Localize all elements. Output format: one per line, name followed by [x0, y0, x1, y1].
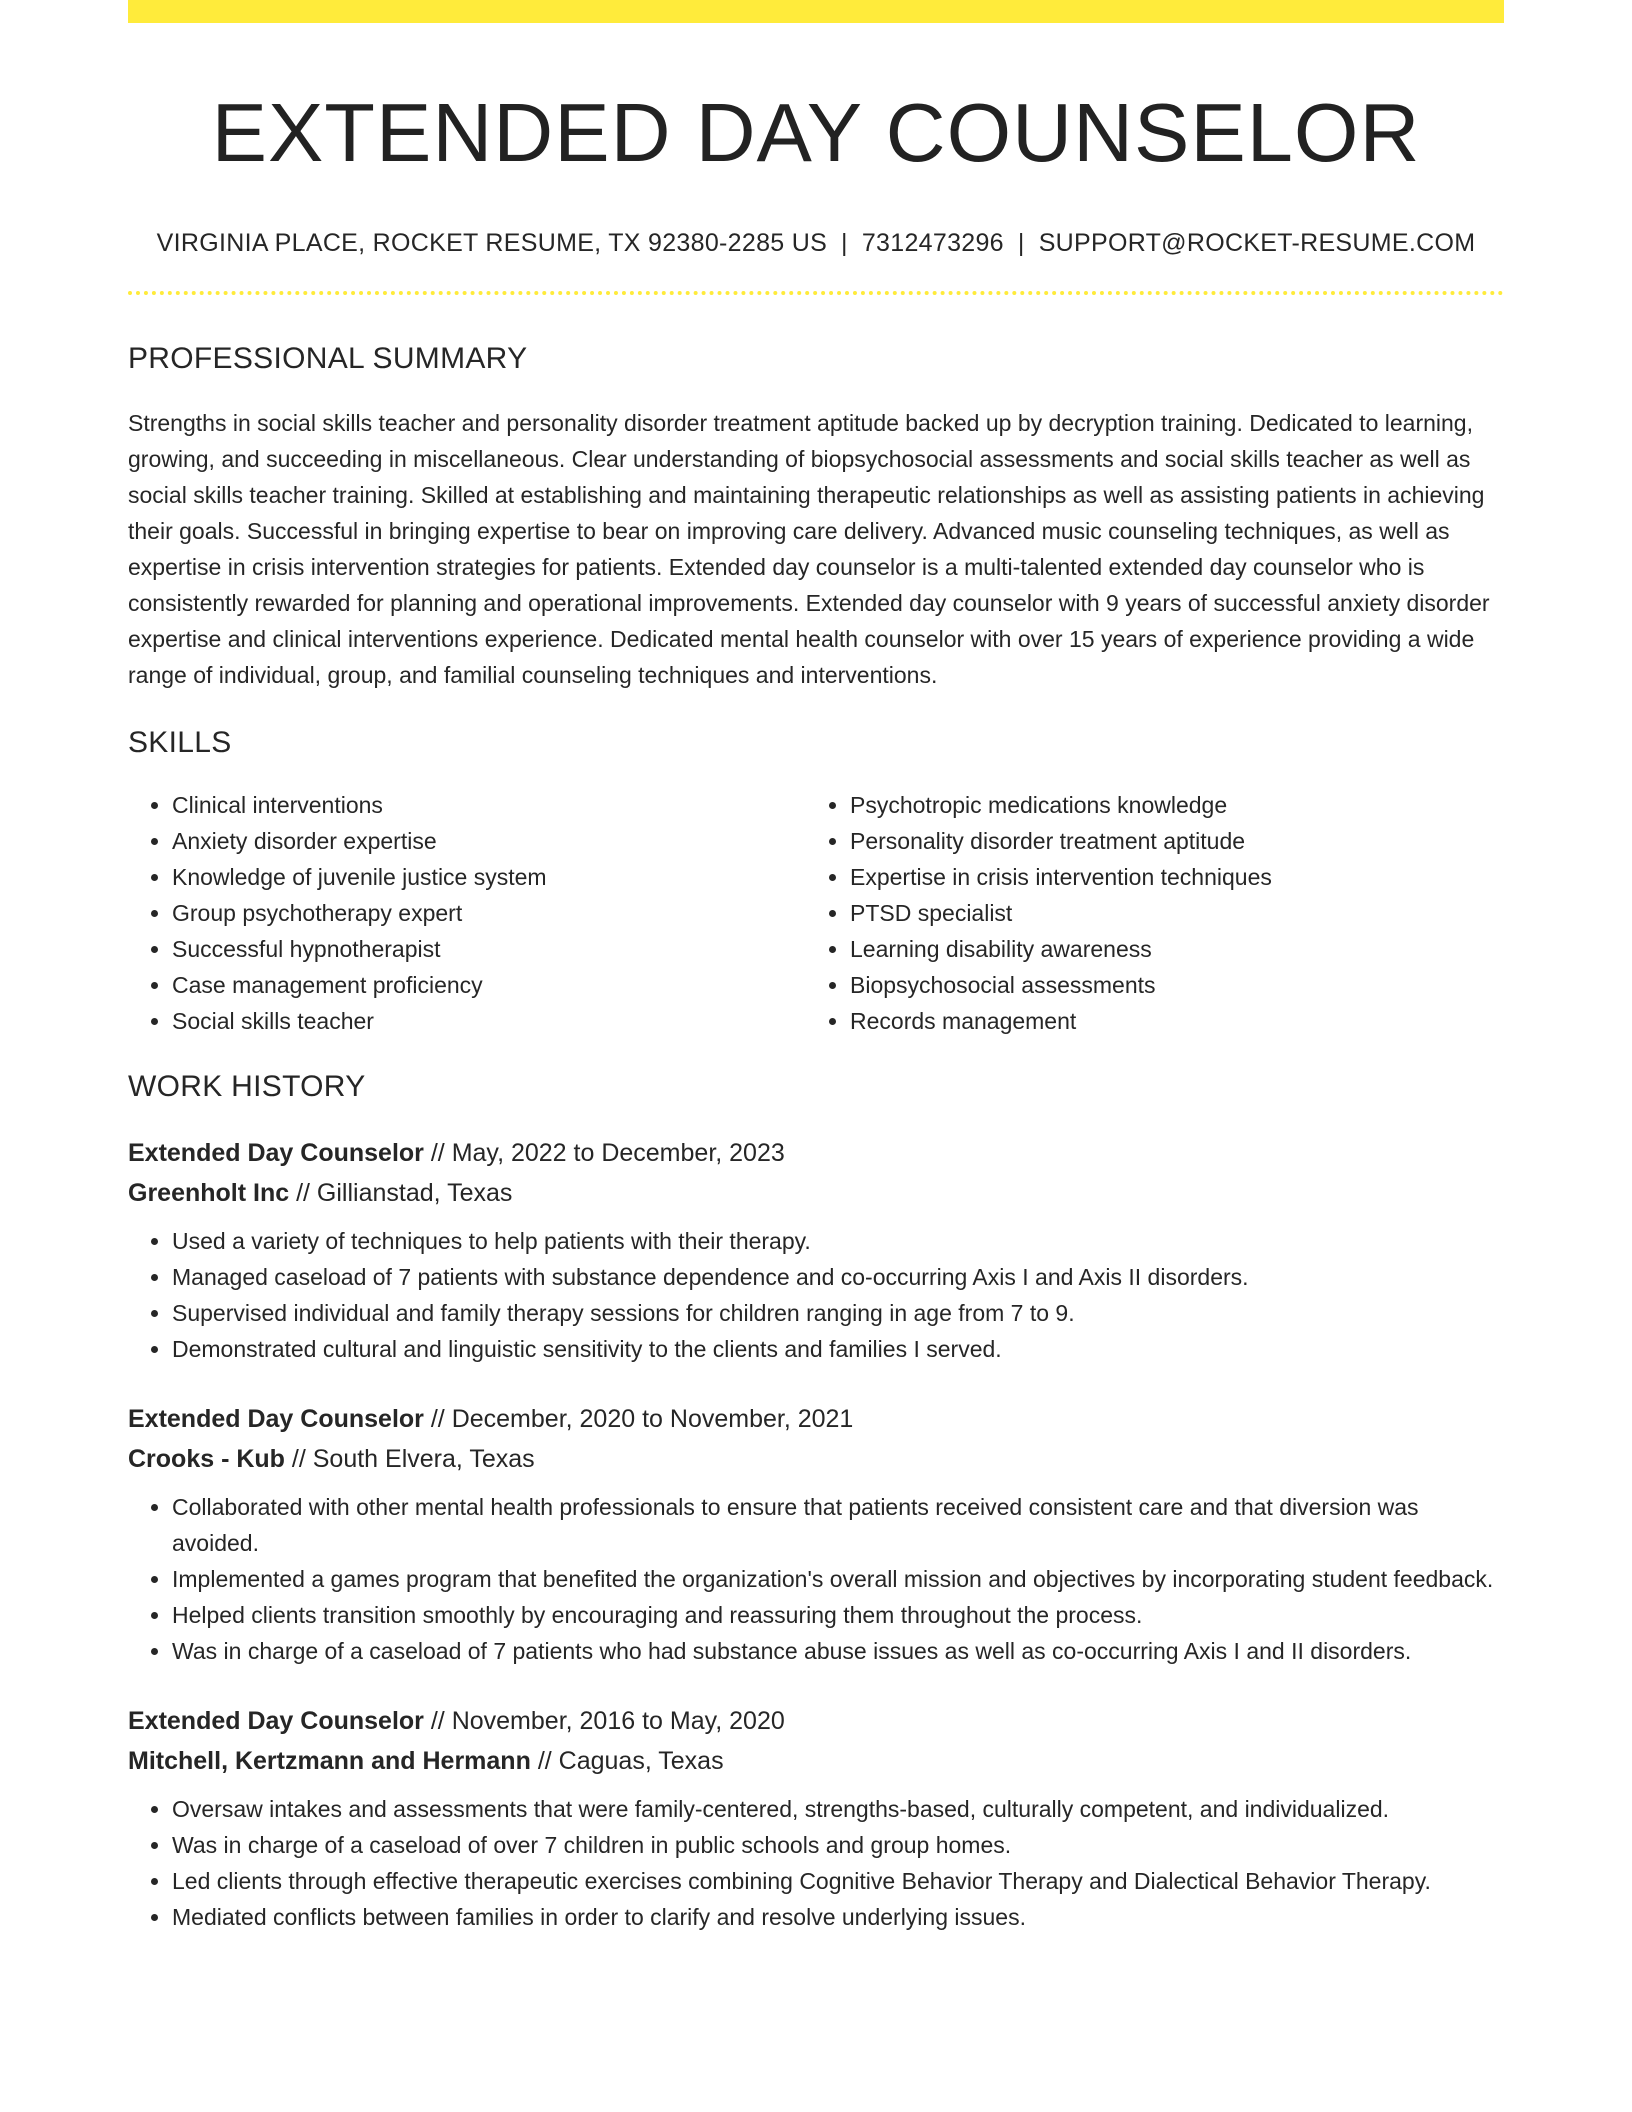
job-bullet: • Mediated conflicts between families in order to clarify and resolve underlying issues. — [172, 1899, 1504, 1935]
job-title: Extended Day Counselor — [128, 1138, 424, 1167]
job-location: // South Elvera, Texas — [291, 1444, 535, 1473]
contact-address: VIRGINIA PLACE, ROCKET RESUME, TX 92380-2285 US — [156, 228, 828, 257]
resume-page — [128, 0, 1504, 1935]
skills-heading: SKILLS — [128, 725, 232, 759]
job-entry — [128, 1701, 1504, 1935]
contact-email: SUPPORT@ROCKET-RESUME.COM — [1038, 228, 1476, 257]
skill-item: • Knowledge of juvenile justice system — [172, 859, 806, 895]
job-location: // Caguas, Texas — [537, 1746, 724, 1775]
skill-item: • Expertise in crisis intervention techniques — [850, 859, 1484, 895]
job-bullet: • Used a variety of techniques to help patients with their therapy. — [172, 1223, 1504, 1259]
job-title-line — [128, 1701, 1504, 1741]
contact-separator: | — [1017, 228, 1025, 257]
job-bullet: • Was in charge of a caseload of over 7 children in public schools and group homes. — [172, 1827, 1504, 1863]
skills-list-left — [128, 787, 806, 1039]
job-company-line — [128, 1741, 1504, 1781]
skills-list-right — [806, 787, 1484, 1039]
job-title: Extended Day Counselor — [128, 1706, 424, 1735]
job-bullets — [128, 1489, 1504, 1669]
skill-item: • Records management — [850, 1003, 1484, 1039]
job-bullet: • Oversaw intakes and assessments that were family-centered, strengths-based, culturally competent, and individualized. — [172, 1791, 1504, 1827]
job-dates: // December, 2020 to November, 2021 — [430, 1404, 854, 1433]
job-company: Greenholt Inc — [128, 1178, 290, 1207]
summary-section — [128, 339, 1504, 693]
job-company: Crooks - Kub — [128, 1444, 285, 1473]
skill-item: • Learning disability awareness — [850, 931, 1484, 967]
skill-item: • Biopsychosocial assessments — [850, 967, 1484, 1003]
skill-item: • Case management proficiency — [172, 967, 806, 1003]
job-bullet: • Led clients through effective therapeutic exercises combining Cognitive Behavior Therapy and Dialectical Behavior Therapy. — [172, 1863, 1504, 1899]
accent-bar — [128, 0, 1504, 23]
skill-item: • Group psychotherapy expert — [172, 895, 806, 931]
contact-separator: | — [841, 228, 848, 257]
skill-item: • Psychotropic medications knowledge — [850, 787, 1484, 823]
work-history-heading: WORK HISTORY — [128, 1069, 366, 1103]
job-entry — [128, 1133, 1504, 1367]
job-company-line — [128, 1173, 1504, 1213]
job-bullet: • Managed caseload of 7 patients with substance dependence and co-occurring Axis I and Axis II disorders. — [172, 1259, 1504, 1295]
summary-heading: PROFESSIONAL SUMMARY — [128, 341, 528, 375]
job-dates: // May, 2022 to December, 2023 — [430, 1138, 785, 1167]
job-bullet: • Demonstrated cultural and linguistic sensitivity to the clients and families I served. — [172, 1331, 1504, 1367]
job-bullet: • Supervised individual and family therapy sessions for children ranging in age from 7 to 9. — [172, 1295, 1504, 1331]
header-divider — [128, 291, 1504, 295]
resume-title: EXTENDED DAY COUNSELOR — [211, 86, 1421, 179]
work-history-section — [128, 1067, 1504, 1935]
job-bullets — [128, 1223, 1504, 1367]
summary-text: Strengths in social skills teacher and personality disorder treatment aptitude backed up by decryption training. Dedicated to learning, growing, and succeeding in miscellaneous. Clear understanding of biopsychosocial assessments and social skills teacher as well as social skills teacher training. Skilled at establishing and maintaining therapeutic relationships as well as assisting patients in achieving their goals. Successful in bringing expertise to bear on improving care delivery. Advanced music counseling techniques, as well as expertise in crisis intervention strategies for patients. Extended day counselor is a multi-talented extended day counselor who is consistently rewarded for planning and operational improvements. Extended day counselor with 9 years of successful anxiety disorder expertise and clinical interventions experience. Dedicated mental health counselor with over 15 years of experience providing a wide range of individual, group, and familial counseling techniques and interventions. — [128, 409, 1490, 688]
skill-item: • Clinical interventions — [172, 787, 806, 823]
job-bullets — [128, 1791, 1504, 1935]
skills-section — [128, 723, 1504, 1039]
skill-item: • PTSD specialist — [850, 895, 1484, 931]
skill-item: • Anxiety disorder expertise — [172, 823, 806, 859]
job-company-line — [128, 1439, 1504, 1479]
skill-item: • Successful hypnotherapist — [172, 931, 806, 967]
skill-item: • Personality disorder treatment aptitude — [850, 823, 1484, 859]
skill-item: • Social skills teacher — [172, 1003, 806, 1039]
job-location: // Gillianstad, Texas — [296, 1178, 513, 1207]
job-bullet: • Implemented a games program that benefited the organization's overall mission and objectives by incorporating student feedback. — [172, 1561, 1504, 1597]
contact-phone: 7312473296 — [861, 228, 1004, 257]
job-entry — [128, 1399, 1504, 1669]
job-bullet: • Collaborated with other mental health professionals to ensure that patients received consistent care and that diversion was avoided. — [172, 1489, 1504, 1561]
job-title: Extended Day Counselor — [128, 1404, 424, 1433]
skills-columns — [128, 787, 1504, 1039]
job-bullet: • Helped clients transition smoothly by encouraging and reassuring them throughout the process. — [172, 1597, 1504, 1633]
job-title-line — [128, 1399, 1504, 1439]
contact-line — [128, 227, 1504, 259]
job-dates: // November, 2016 to May, 2020 — [430, 1706, 785, 1735]
job-company: Mitchell, Kertzmann and Hermann — [128, 1746, 531, 1775]
job-title-line — [128, 1133, 1504, 1173]
job-bullet: • Was in charge of a caseload of 7 patients who had substance abuse issues as well as co-occurring Axis I and II disorders. — [172, 1633, 1504, 1669]
